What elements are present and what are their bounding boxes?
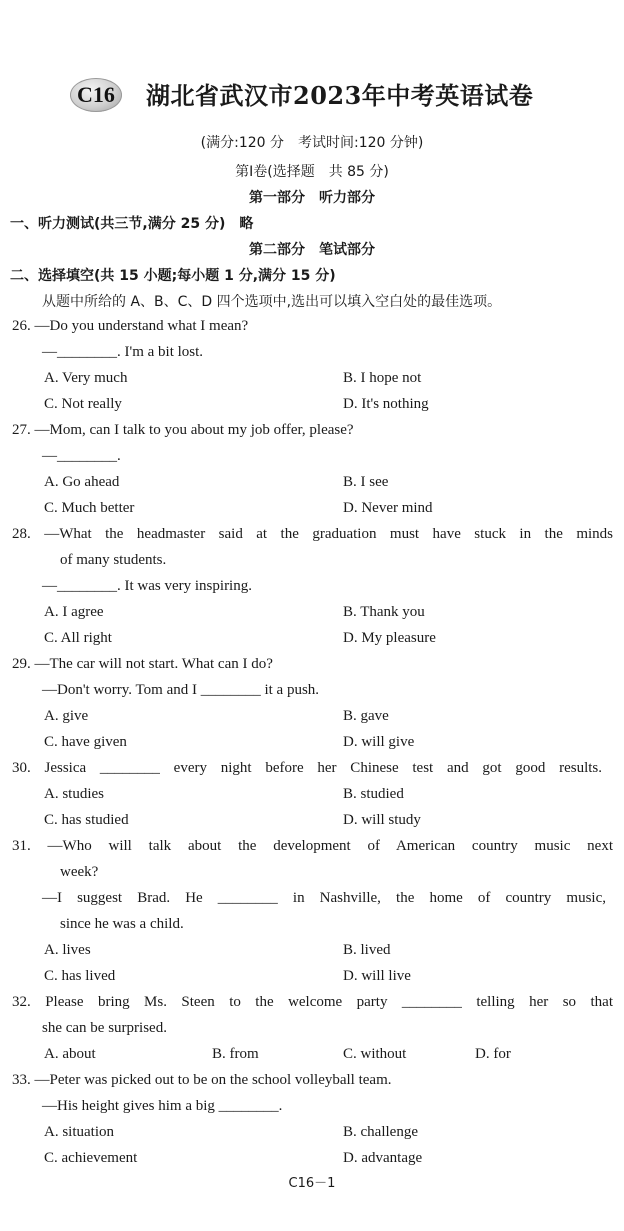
q31-reply-cont: since he was a child. bbox=[60, 916, 184, 932]
q33-reply: —His height gives him a big ________. bbox=[42, 1098, 283, 1114]
paper-badge: C16 bbox=[70, 78, 122, 112]
q30-option-b: B. studied bbox=[343, 786, 404, 802]
q32-option-d: D. for bbox=[475, 1046, 511, 1062]
section1-title: 第一部分 听力部分 bbox=[249, 190, 375, 206]
q27-option-d: D. Never mind bbox=[343, 500, 433, 516]
choice-instruction: 从题中所给的 A、B、C、D 四个选项中,选出可以填入空白处的最佳选项。 bbox=[42, 294, 502, 310]
q32-option-b: B. from bbox=[212, 1046, 259, 1062]
exam-title: 湖北省武汉市2023年中考英语试卷 bbox=[146, 81, 534, 110]
q32-stem-cont: she can be surprised. bbox=[42, 1020, 167, 1036]
q28-stem-cont: of many students. bbox=[60, 552, 167, 568]
q31-option-d: D. will live bbox=[343, 968, 411, 984]
q28-reply: —________. It was very inspiring. bbox=[42, 578, 252, 594]
q29-option-c: C. have given bbox=[44, 734, 127, 750]
q26-reply: —________. I'm a bit lost. bbox=[42, 344, 204, 360]
q31-stem-cont: week? bbox=[60, 864, 99, 880]
q31-option-b: B. lived bbox=[343, 942, 391, 958]
exam-meta: (满分:120 分 考试时间:120 分钟) bbox=[200, 135, 424, 151]
q32-option-a: A. about bbox=[44, 1046, 96, 1062]
q29-option-a: A. give bbox=[44, 708, 89, 724]
q29-stem: 29. —The car will not start. What can I do? bbox=[12, 656, 273, 672]
q31-reply: —I suggest Brad. He ________ in Nashville, the home of country music, bbox=[42, 890, 606, 906]
q28-option-b: B. Thank you bbox=[343, 604, 425, 620]
choice-heading: 二、选择填空(共 15 小题;每小题 1 分,满分 15 分) bbox=[10, 268, 336, 284]
q27-option-b: B. I see bbox=[343, 474, 389, 490]
q29-option-b: B. gave bbox=[343, 708, 389, 724]
q28-option-c: C. All right bbox=[44, 630, 112, 646]
q28-stem: 28. —What the headmaster said at the graduation must have stuck in the minds bbox=[12, 526, 613, 542]
q33-stem: 33. —Peter was picked out to be on the school volleyball team. bbox=[12, 1072, 392, 1088]
q33-option-b: B. challenge bbox=[343, 1124, 418, 1140]
q31-stem: 31. —Who will talk about the development of American country music next bbox=[12, 838, 613, 854]
page-footer: C16－1 bbox=[288, 1176, 336, 1191]
q26-option-a: A. Very much bbox=[44, 370, 128, 386]
section2-title: 第二部分 笔试部分 bbox=[249, 242, 375, 258]
q31-option-c: C. has lived bbox=[44, 968, 116, 984]
q32-stem: 32. Please bring Ms. Steen to the welcome party ________ telling her so that bbox=[12, 994, 613, 1010]
q33-option-c: C. achievement bbox=[44, 1150, 138, 1166]
q26-stem: 26. —Do you understand what I mean? bbox=[12, 318, 249, 334]
q26-option-c: C. Not really bbox=[44, 396, 122, 412]
q33-option-d: D. advantage bbox=[343, 1150, 423, 1166]
q31-option-a: A. lives bbox=[44, 942, 91, 958]
q27-option-c: C. Much better bbox=[44, 500, 135, 516]
exam-header bbox=[0, 76, 624, 116]
q27-stem: 27. —Mom, can I talk to you about my job offer, please? bbox=[12, 422, 354, 438]
q26-option-b: B. I hope not bbox=[343, 370, 422, 386]
q32-option-c: C. without bbox=[343, 1046, 407, 1062]
q29-option-d: D. will give bbox=[343, 734, 415, 750]
q30-option-d: D. will study bbox=[343, 812, 421, 828]
q28-option-d: D. My pleasure bbox=[343, 630, 436, 646]
q27-option-a: A. Go ahead bbox=[44, 474, 120, 490]
part1-title: 第Ⅰ卷(选择题 共 85 分) bbox=[235, 164, 389, 180]
q26-option-d: D. It's nothing bbox=[343, 396, 429, 412]
q30-option-c: C. has studied bbox=[44, 812, 129, 828]
q28-option-a: A. I agree bbox=[44, 604, 104, 620]
listening-heading: 一、听力测试(共三节,满分 25 分) 略 bbox=[10, 216, 254, 232]
q30-option-a: A. studies bbox=[44, 786, 104, 802]
q29-reply: —Don't worry. Tom and I ________ it a push. bbox=[42, 682, 320, 698]
q30-stem: 30. Jessica ________ every night before her Chinese test and got good results. bbox=[12, 760, 602, 776]
q33-option-a: A. situation bbox=[44, 1124, 114, 1140]
q27-reply: —________. bbox=[42, 448, 121, 464]
